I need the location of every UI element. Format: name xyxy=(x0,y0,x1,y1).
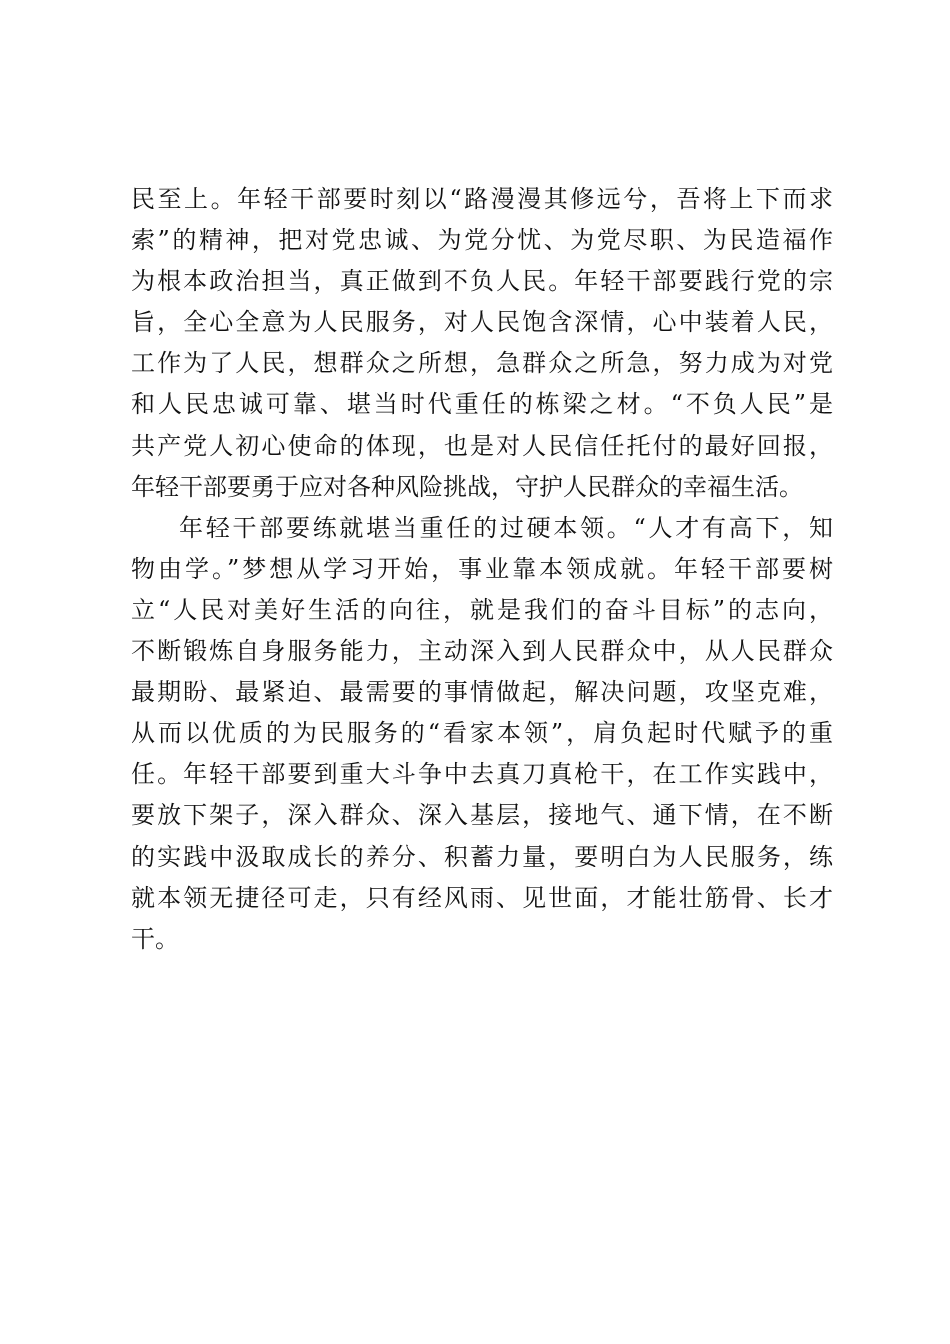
paragraph-1 xyxy=(131,179,833,508)
paragraph-line: 最期盼、最紧迫、最需要的事情做起，解决问题，攻坚克难， xyxy=(131,678,833,707)
paragraph-line: 工作为了人民，想群众之所想，急群众之所急，努力成为对党 xyxy=(131,349,833,378)
paragraph-line: 物由学。”梦想从学习开始，事业靠本领成就。年轻干部要树 xyxy=(131,554,833,583)
paragraph-line: 不断锻炼自身服务能力，主动深入到人民群众中，从人民群众 xyxy=(131,637,833,666)
paragraph-line: 索”的精神，把对党忠诚、为党分忧、为党尽职、为民造福作 xyxy=(131,226,833,255)
paragraph-line: 旨，全心全意为人民服务，对人民饱含深情，心中装着人民， xyxy=(131,308,833,337)
paragraph-line: 和人民忠诚可靠、堪当时代重任的栋梁之材。“不负人民”是 xyxy=(131,390,833,419)
paragraph-line: 从而以优质的为民服务的“看家本领”，肩负起时代赋予的重 xyxy=(131,719,833,748)
paragraph-line: 的实践中汲取成长的养分、积蓄力量，要明白为人民服务，练 xyxy=(131,842,833,871)
document-body xyxy=(131,179,833,960)
paragraph-line: 共产党人初心使命的体现，也是对人民信任托付的最好回报， xyxy=(131,431,833,460)
paragraph-line: 为根本政治担当，真正做到不负人民。年轻干部要践行党的宗 xyxy=(131,267,833,296)
paragraph-line: 年轻干部要勇于应对各种风险挑战，守护人民群众的幸福生活。 xyxy=(131,472,803,501)
paragraph-line: 年轻干部要练就堪当重任的过硬本领。“人才有高下，知 xyxy=(179,513,833,542)
paragraph-line: 干。 xyxy=(131,924,179,953)
paragraph-2 xyxy=(131,508,833,960)
paragraph-line: 要放下架子，深入群众、深入基层，接地气、通下情，在不断 xyxy=(131,801,833,830)
paragraph-line: 就本领无捷径可走，只有经风雨、见世面，才能壮筋骨、长才 xyxy=(131,883,833,912)
paragraph-line: 民至上。年轻干部要时刻以“路漫漫其修远兮，吾将上下而求 xyxy=(131,185,833,213)
paragraph-line: 任。年轻干部要到重大斗争中去真刀真枪干，在工作实践中， xyxy=(131,760,833,789)
paragraph-line: 立“人民对美好生活的向往，就是我们的奋斗目标”的志向， xyxy=(131,595,833,624)
